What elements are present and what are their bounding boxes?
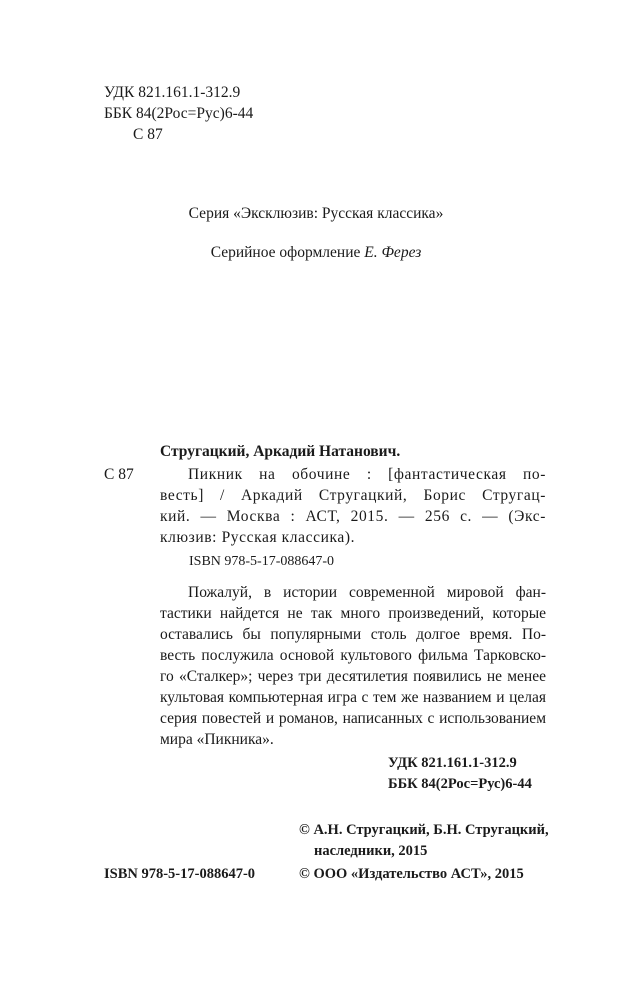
- catalog-author-mark: С 87: [104, 466, 134, 483]
- author-mark-top: С 87: [133, 126, 163, 143]
- udk-code-bottom: УДК 821.161.1-312.9: [388, 755, 517, 771]
- catalog-line: кий. — Москва : АСТ, 2015. — 256 с. — (Экс-: [160, 508, 546, 525]
- isbn-bottom: ISBN 978-5-17-088647-0: [104, 866, 256, 882]
- series-title: Серия «Эксклюзив: Русская классика»: [188, 205, 444, 222]
- copyright-heirs: наследники, 2015: [314, 843, 428, 859]
- copyright-authors: © А.Н. Стругацкий, Б.Н. Стругацкий,: [299, 822, 549, 838]
- catalog-isbn: ISBN 978-5-17-088647-0: [189, 554, 335, 569]
- catalog-line: весть] / Аркадий Стругацкий, Борис Стругац-: [160, 487, 546, 504]
- catalog-heading: Стругацкий, Аркадий Натанович.: [160, 443, 401, 460]
- bbk-code-top: ББК 84(2Рос=Рус)6-44: [104, 105, 254, 122]
- annotation-line: го «Сталкер»; через три десятилетия появились не менее: [160, 668, 546, 685]
- catalog-line: Пикник на обочине : [фантастическая по-: [188, 466, 546, 483]
- bbk-code-bottom: ББК 84(2Рос=Рус)6-44: [388, 776, 532, 792]
- annotation-line: Пожалуй, в истории современной мировой фан-: [188, 584, 546, 601]
- annotation-line: тастики найдется не так много произведений, которые: [160, 605, 546, 622]
- series-design-label: Серийное оформление: [210, 244, 365, 261]
- annotation-line: весть послужила основой культового фильма Тарковско-: [160, 647, 546, 664]
- copyright-publisher: © ООО «Издательство АСТ», 2015: [299, 866, 524, 882]
- series-designer: Е. Ферез: [364, 244, 422, 261]
- catalog-line: клюзив: Русская классика).: [160, 529, 356, 546]
- annotation-line: серия повестей и романов, написанных с использованием: [160, 710, 546, 727]
- annotation-line: культовая компьютерная игра с тем же названием и целая: [160, 689, 546, 706]
- udk-code-top: УДК 821.161.1-312.9: [104, 84, 241, 101]
- annotation-line: оставались бы популярными столь долгое время. По-: [160, 626, 546, 643]
- series-design: [0, 244, 632, 262]
- annotation-line: мира «Пикника».: [160, 731, 274, 748]
